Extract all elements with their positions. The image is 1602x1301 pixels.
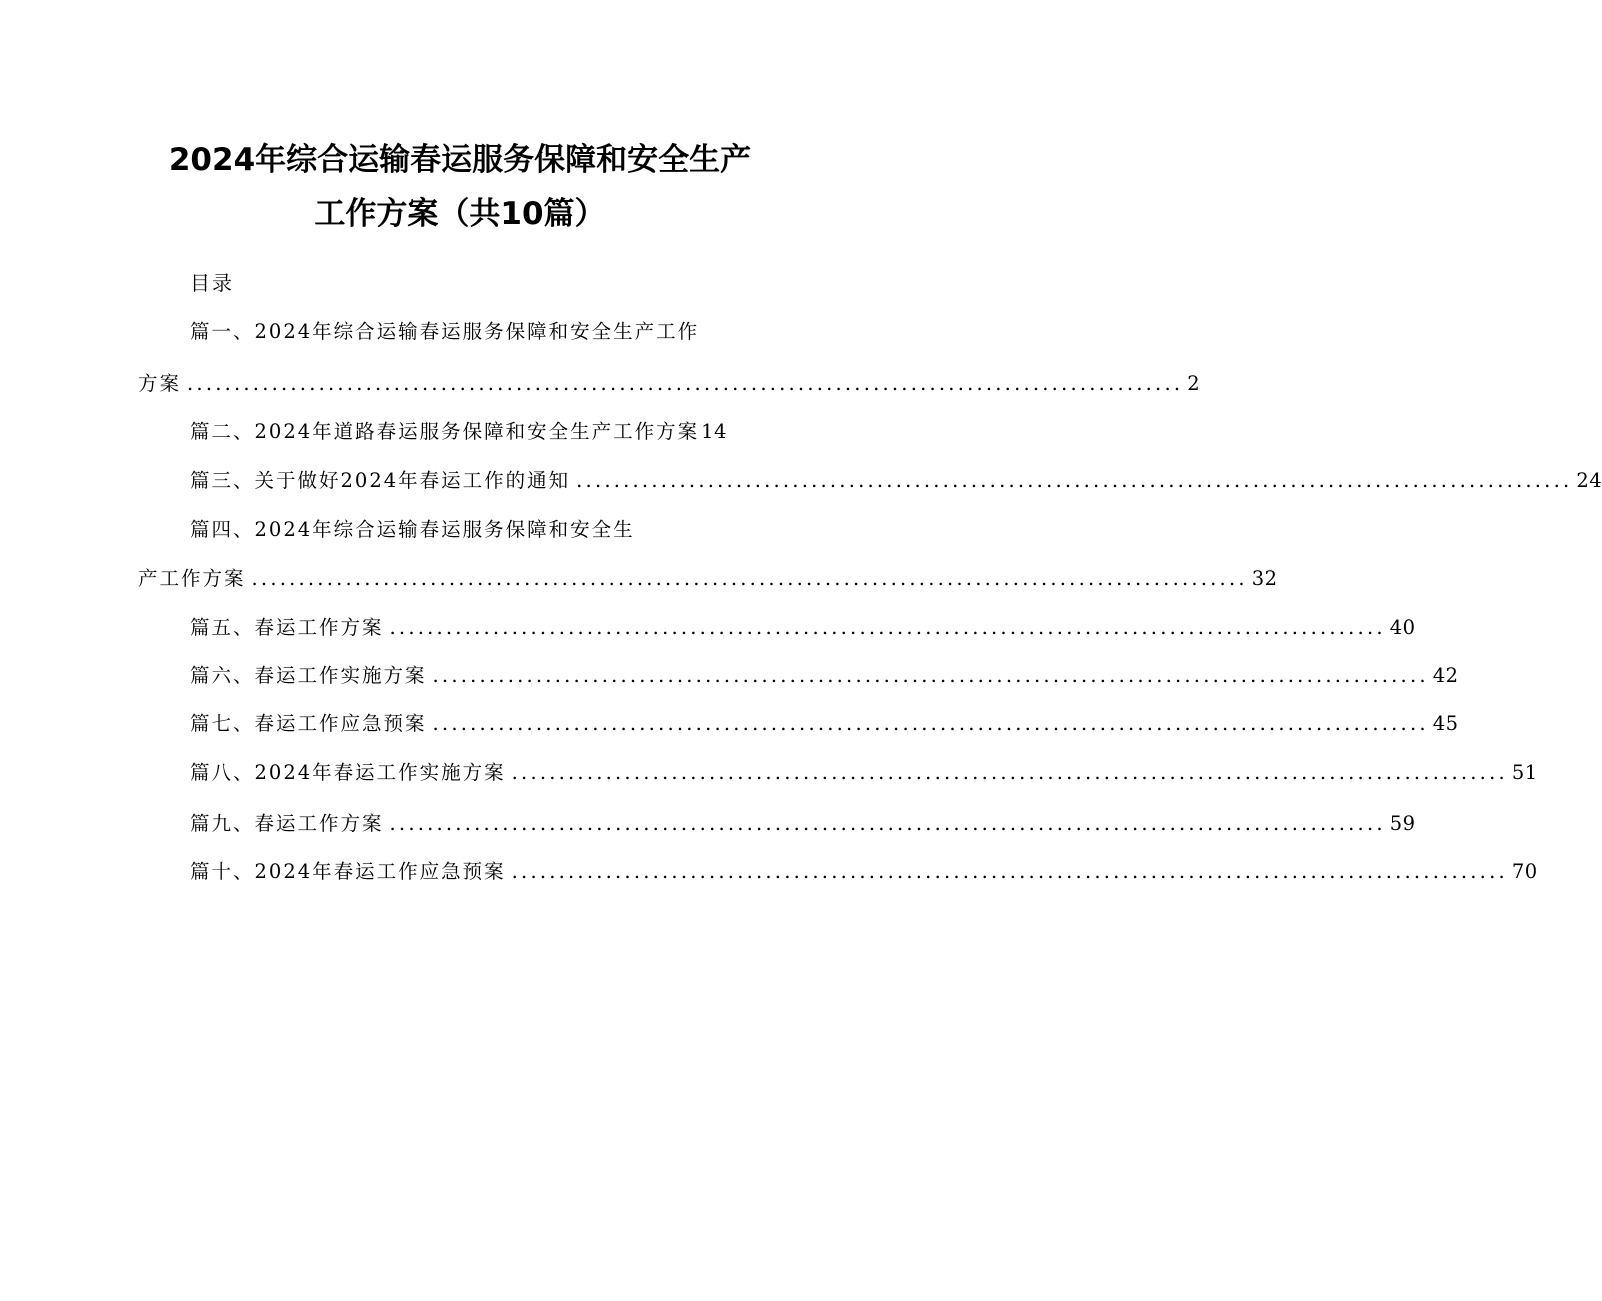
toc-page-number: 32 [1251,567,1278,590]
toc-entry-label: 篇五、春运工作方案 [190,616,384,639]
toc-entry-10[interactable] [190,857,1538,887]
toc-entry-5[interactable] [190,613,1416,643]
toc-entry-label: 篇八、2024年春运工作实施方案 [190,761,506,784]
dot-leader: .......................................................................................................... [389,616,1386,639]
toc-entry-7[interactable] [190,709,1459,739]
toc-entry-label: 篇六、春运工作实施方案 [190,664,427,687]
toc-entry-label: 产工作方案 [138,567,246,590]
dot-leader: .......................................................................................................... [511,860,1508,883]
toc-entry-4[interactable] [138,564,1278,594]
toc-heading: 目录 [190,271,234,295]
toc-page-number: 70 [1511,860,1538,883]
toc-entry-9[interactable] [190,809,1416,839]
toc-entry-1-first-line[interactable]: 篇一、2024年综合运输春运服务保障和安全生产工作 [190,320,700,343]
toc-page-number: 51 [1511,761,1538,784]
document-title-line-1: 2024年综合运输春运服务保障和安全生产 [168,142,752,178]
toc-page-number: 45 [1432,712,1459,735]
toc-entry-2[interactable] [190,417,727,447]
dot-leader: .......................................................................................................... [576,469,1573,492]
toc-entry-label: 篇九、春运工作方案 [190,812,384,835]
dot-leader: .......................................................................................................... [432,664,1429,687]
toc-page-number: 24 [1576,469,1602,492]
toc-entry-label: 篇二、2024年道路春运服务保障和安全生产工作方案 [190,420,700,443]
document-title-line-2: 工作方案（共10篇） [314,196,606,232]
toc-entry-label: 篇三、关于做好2024年春运工作的通知 [190,469,571,492]
toc-entry-4-first-line[interactable]: 篇四、2024年综合运输春运服务保障和安全生 [190,518,635,541]
toc-page-number: 40 [1389,616,1416,639]
toc-entry-label: 篇七、春运工作应急预案 [190,712,427,735]
toc-page-number: 59 [1389,812,1416,835]
toc-entry-8[interactable] [190,758,1538,788]
toc-page-number: 14 [701,420,727,443]
toc-entry-label: 方案 [138,372,182,395]
dot-leader: .......................................................................................................... [389,812,1386,835]
toc-entry-3[interactable] [190,466,1602,496]
dot-leader: .......................................................................................................... [432,712,1429,735]
dot-leader: .......................................................................................................... [511,761,1508,784]
dot-leader: .......................................................................................................... [251,567,1248,590]
toc-entry-6[interactable] [190,661,1459,691]
toc-page-number: 2 [1187,372,1201,395]
toc-entry-label: 篇十、2024年春运工作应急预案 [190,860,506,883]
toc-page-number: 42 [1432,664,1459,687]
dot-leader: .......................................................................................................... [187,372,1184,395]
toc-entry-1[interactable] [138,369,1201,399]
